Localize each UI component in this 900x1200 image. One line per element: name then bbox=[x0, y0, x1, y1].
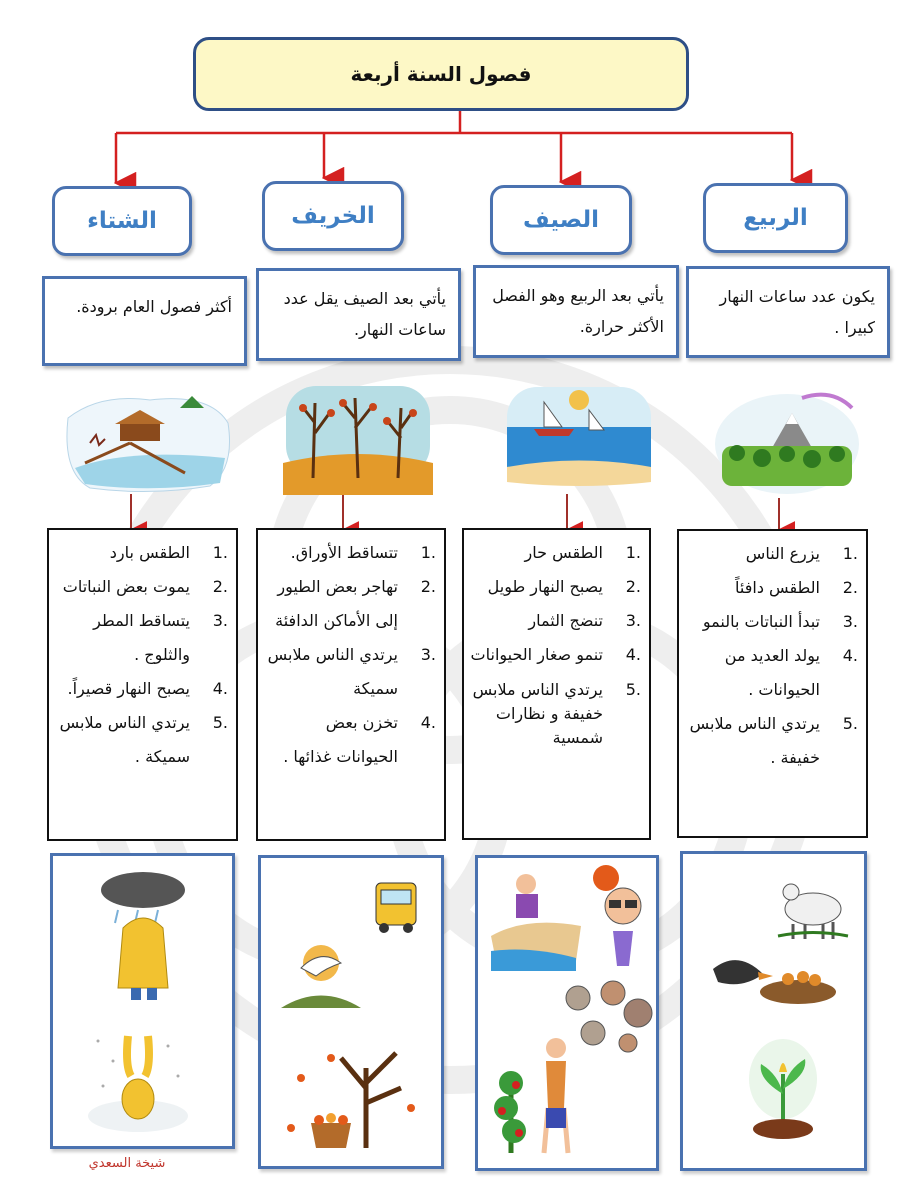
list-item: 5. يرتدي الناس ملابس خفيفة و نظارات شمسية bbox=[472, 680, 641, 747]
list-item: 2. الطقس دافئاً bbox=[735, 578, 858, 597]
list-item: 5. يرتدي الناس ملابس خفيفة . bbox=[689, 714, 858, 767]
goat-illustration bbox=[773, 864, 853, 944]
migrating-bird-illustration bbox=[276, 938, 366, 1018]
diagram-title: فصول السنة أربعة bbox=[193, 37, 689, 111]
sunglasses-man-illustration bbox=[593, 876, 653, 971]
list-item: 3. يرتدي الناس ملابس سميكة bbox=[267, 645, 436, 698]
list-item: 3. يتساقط المطر والثلوج . bbox=[93, 611, 228, 664]
list-item: 4. يصبح النهار قصيراً. bbox=[67, 679, 228, 698]
list-item: 2. يصبح النهار طويل bbox=[487, 577, 641, 596]
winter-scene-illustration bbox=[60, 388, 235, 496]
season-title-summer: الصيف bbox=[490, 185, 632, 255]
list-item: 4. يولد العديد من الحيوانات . bbox=[724, 646, 858, 699]
summer-beach-illustration bbox=[504, 382, 654, 490]
list-item: 1. يزرع الناس bbox=[745, 544, 858, 563]
winter-pictures-panel bbox=[50, 853, 235, 1149]
spring-pictures-panel bbox=[680, 851, 867, 1171]
autumn-trees-illustration bbox=[283, 383, 433, 495]
list-item: 5. يرتدي الناس ملابس سميكة . bbox=[59, 713, 228, 766]
description-winter: أكثر فصول العام برودة. bbox=[42, 276, 247, 366]
bird-nest-illustration bbox=[703, 934, 843, 1014]
details-list-winter bbox=[47, 528, 238, 841]
list-item: 1. الطقس بارد bbox=[109, 543, 228, 562]
snow-rabbit-illustration bbox=[83, 1021, 193, 1136]
season-title-winter: الشتاء bbox=[52, 186, 192, 256]
description-autumn: يأتي بعد الصيف يقل عدد ساعات النهار. bbox=[256, 268, 461, 361]
fruit-picking-illustration bbox=[486, 1023, 596, 1163]
details-list-spring bbox=[677, 529, 868, 838]
spring-meadow-illustration bbox=[712, 388, 862, 500]
list-item: 3. تبدأ النباتات بالنمو bbox=[702, 612, 858, 631]
list-item: 1. تتساقط الأوراق. bbox=[290, 543, 436, 562]
rain-cloud-child-illustration bbox=[93, 868, 193, 1008]
list-item: 2. تهاجر بعض الطيور إلى الأماكن الدافئة bbox=[275, 577, 436, 630]
summer-pictures-panel bbox=[475, 855, 659, 1171]
beach-person-illustration bbox=[486, 866, 586, 976]
list-item: 2. يموت بعض النباتات bbox=[62, 577, 228, 596]
autumn-pictures-panel bbox=[258, 855, 444, 1169]
autumn-tree-illustration bbox=[271, 1028, 431, 1158]
details-list-summer bbox=[462, 528, 651, 840]
season-title-autumn: الخريف bbox=[262, 181, 404, 251]
list-item: 1. الطقس حار bbox=[524, 543, 641, 562]
details-list-autumn bbox=[256, 528, 446, 841]
school-bus-illustration bbox=[371, 878, 421, 938]
author-signature: شيخة السعدي bbox=[88, 1156, 166, 1171]
sprout-illustration bbox=[743, 1034, 823, 1144]
list-item: 4. تخزن بعض الحيوانات غذائها . bbox=[283, 713, 436, 766]
description-spring: يكون عدد ساعات النهار كبيرا . bbox=[686, 266, 890, 358]
list-item: 4. تنمو صغار الحيوانات bbox=[470, 645, 641, 664]
description-summer: يأتي بعد الربيع وهو الفصل الأكثر حرارة. bbox=[473, 265, 679, 358]
season-title-spring: الربيع bbox=[703, 183, 848, 253]
list-item: 3. تنضج الثمار bbox=[528, 611, 641, 630]
